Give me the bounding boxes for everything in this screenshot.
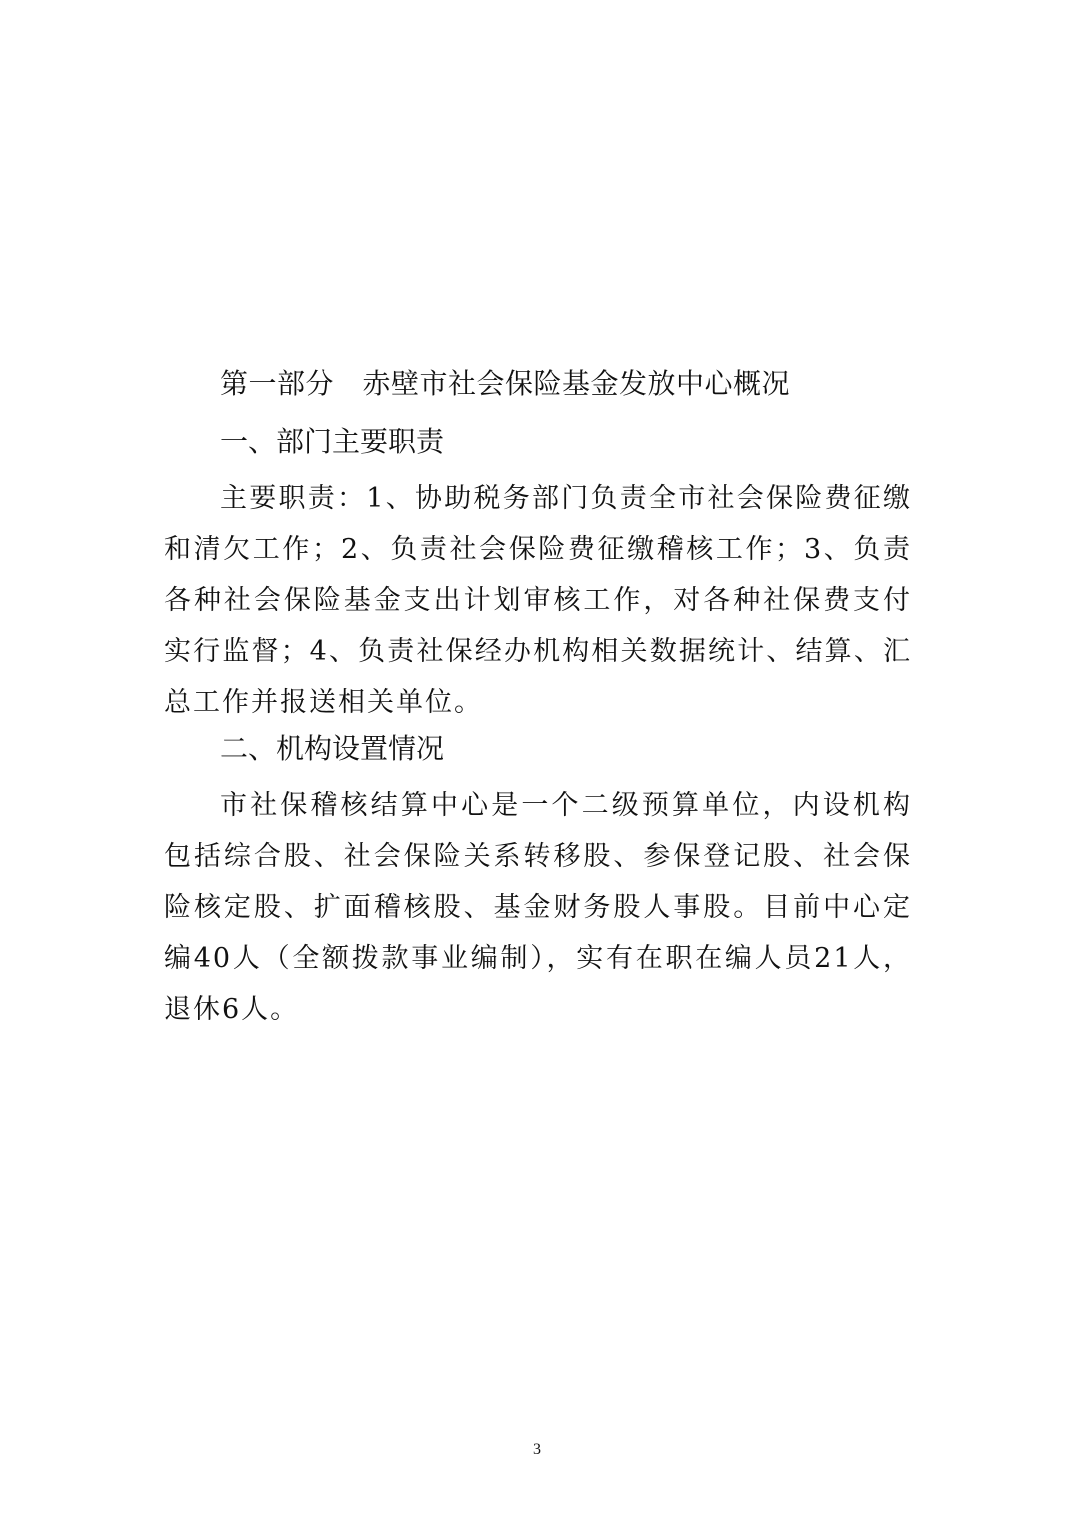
page-number: 3 <box>533 1441 541 1458</box>
section-heading-duties: 一、部门主要职责 <box>220 425 445 458</box>
paragraph-organization: 市社保稽核结算中心是一个二级预算单位，内设机构包括综合股、社会保险关系转移股、参保登记股、社会保险核定股、扩面稽核股、基金财务股人事股。目前中心定编40人（全额拨款事业编制），实有在职在编人员21人，退休6人。 <box>164 790 912 1025</box>
part-title: 第一部分 赤壁市社会保险基金发放中心概况 <box>220 367 791 400</box>
paragraph-duties: 主要职责：1、协助税务部门负责全市社会保险费征缴和清欠工作；2、负责社会保险费征缴稽核工作；3、负责各种社会保险基金支出计划审核工作，对各种社保费支付实行监督；4、负责社保经办机构相关数据统计、结算、汇总工作并报送相关单位。 <box>164 483 912 718</box>
section-heading-organization: 二、机构设置情况 <box>220 732 445 765</box>
